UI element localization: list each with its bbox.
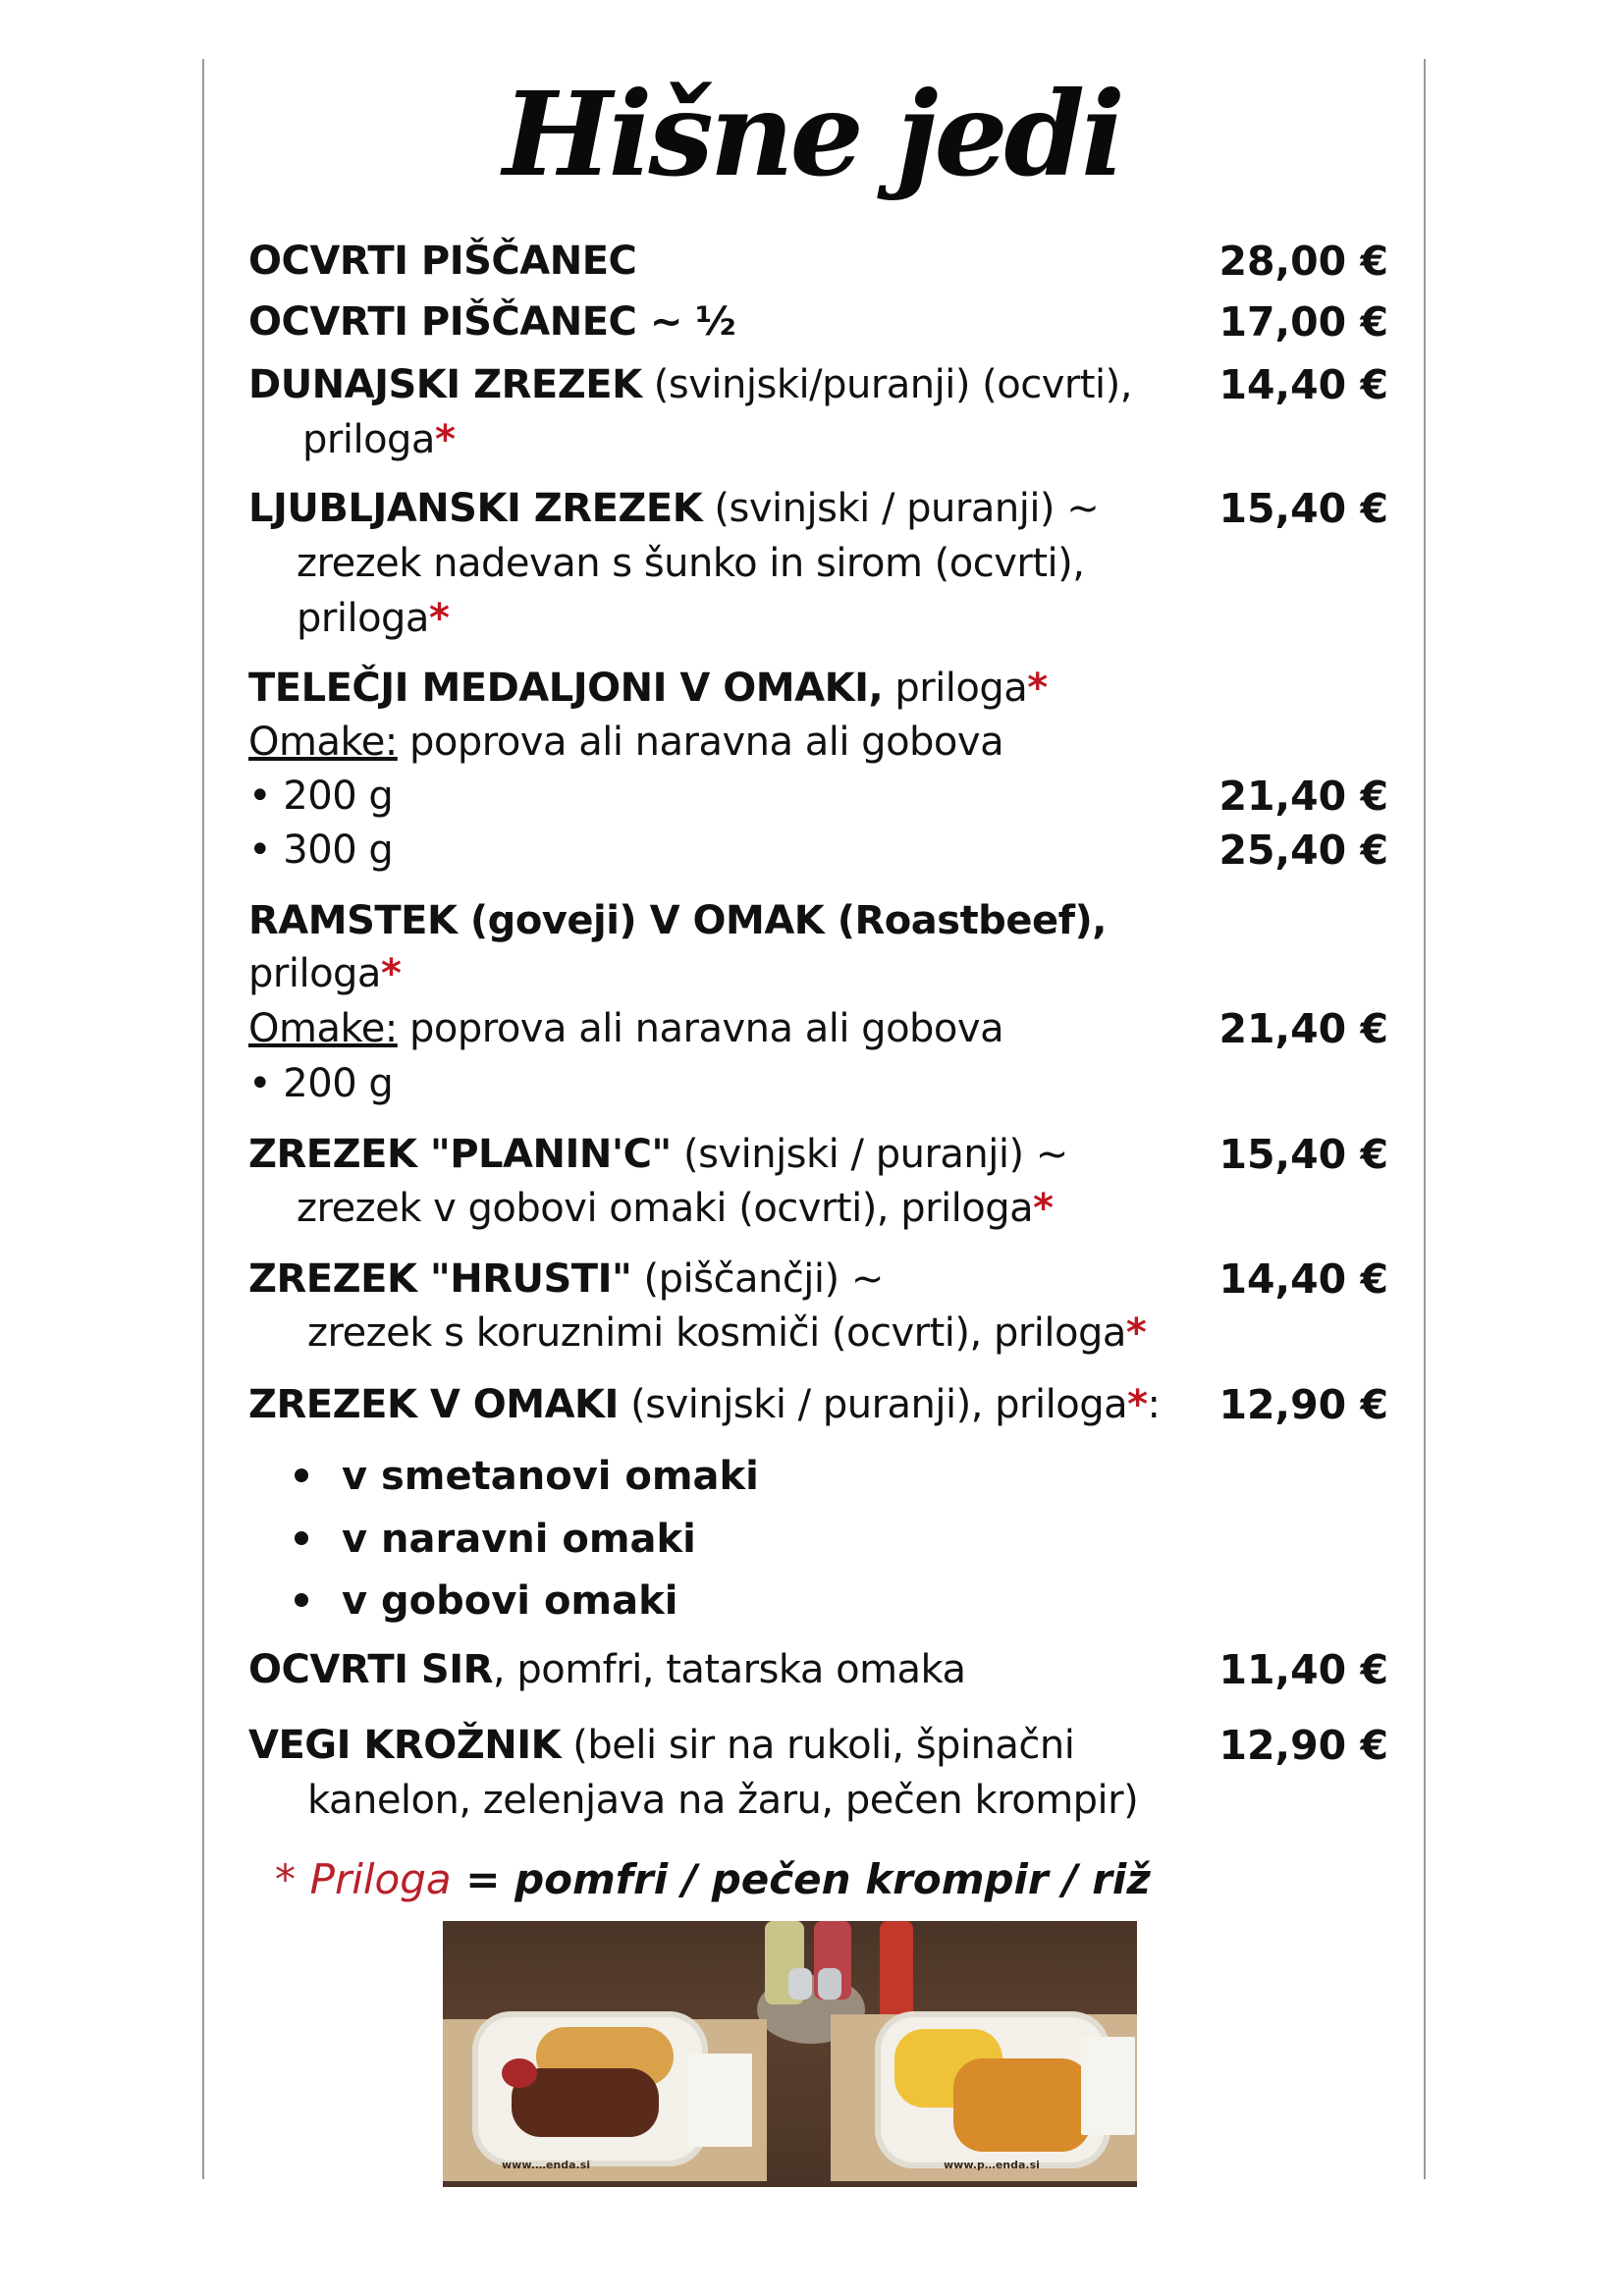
ketchup-dip (502, 2058, 537, 2088)
variant-label: v gobovi omaki (342, 1578, 678, 1624)
item-description-cont: kanelon, zelenjava na žaru, pečen krompir) (307, 1778, 1139, 1823)
page-border-right (1424, 59, 1426, 2179)
bullet-icon (295, 1468, 308, 1482)
side-dish-asterisk: * (1127, 1382, 1148, 1427)
side-dish-asterisk: * (434, 417, 456, 462)
footnote-word: Priloga (309, 1855, 452, 1903)
sauce-options (248, 719, 1003, 766)
menu-item-zrezek-planinc (248, 1131, 1068, 1178)
item-name: OCVRTI PIŠČANEC ~ ½ (248, 299, 736, 345)
item-description: (beli sir na rukoli, špinačni (561, 1723, 1075, 1768)
portion-option: • 200 g (248, 774, 394, 819)
item-description: (svinjski/puranji) (ocvrti), (641, 362, 1132, 407)
napkin-right (1081, 2037, 1135, 2135)
item-description: priloga (883, 666, 1028, 711)
side-dish-footnote (275, 1855, 1151, 1903)
item-name: OCVRTI PIŠČANEC (248, 239, 637, 284)
item-price: 15,40 € (1218, 485, 1388, 532)
menu-item-vegi-kroznik (248, 1722, 1074, 1769)
item-name: TELEČJI MEDALJONI V OMAKI, (248, 666, 884, 711)
item-price: 12,90 € (1218, 1381, 1388, 1428)
sauce-label: Omake: (248, 720, 398, 765)
sauce-text: poprova ali naravna ali gobova (397, 720, 1004, 765)
portion-option: • 200 g (248, 1061, 394, 1106)
footnote-asterisk: * (275, 1855, 296, 1903)
menu-item-zrezek-v-omaki (248, 1381, 1161, 1428)
side-dish-text: priloga (248, 951, 381, 996)
portion-price: 25,40 € (1218, 827, 1388, 874)
item-description: , pomfri, tatarska omaka (492, 1647, 966, 1692)
footnote-text: = pomfri / pečen krompir / riž (451, 1855, 1151, 1903)
menu-item-zrezek-hrusti (248, 1255, 884, 1303)
item-price: 12,90 € (1218, 1722, 1388, 1769)
side-dish-text: zrezek s koruznimi kosmiči (ocvrti), priloga (307, 1310, 1126, 1356)
item-description-cont (297, 595, 449, 642)
bullet-icon (295, 1531, 308, 1545)
item-price: 28,00 € (1218, 238, 1388, 285)
item-description: (svinjski / puranji), priloga (618, 1382, 1128, 1427)
variant-label: v naravni omaki (342, 1517, 696, 1562)
item-description-cont: zrezek nadevan s šunko in sirom (ocvrti), (297, 541, 1085, 586)
pepper-shaker (818, 1968, 841, 2000)
item-name: ZREZEK V OMAKI (248, 1382, 619, 1427)
item-name: OCVRTI SIR (248, 1647, 493, 1692)
menu-item-ocvrti-piscanec-half (248, 298, 735, 346)
menu-title: Hišne jedi (503, 66, 1121, 202)
item-name: RAMSTEK (goveji) V OMAK (Roastbeef), (248, 898, 1107, 943)
food-photo (443, 1921, 1137, 2187)
sauce-options (248, 1005, 1003, 1052)
side-dish-text: zrezek v gobovi omaki (ocvrti), priloga (297, 1186, 1034, 1231)
sauce-text: poprova ali naravna ali gobova (397, 1006, 1004, 1051)
portion-option: • 300 g (248, 828, 394, 873)
side-dish-asterisk: * (1033, 1186, 1054, 1231)
item-description: (svinjski / puranji) ~ (702, 486, 1100, 531)
side-dish-asterisk: * (1125, 1310, 1147, 1356)
sauce-variant (295, 1577, 677, 1625)
item-name: ZREZEK "HRUSTI" (248, 1256, 632, 1302)
sauce-label: Omake: (248, 1006, 398, 1051)
variant-label: v smetanovi omaki (342, 1454, 759, 1499)
item-description-cont (307, 1309, 1146, 1357)
placemat-caption-right: www.p…enda.si (944, 2159, 1040, 2171)
menu-item-ramstek (248, 897, 1107, 944)
colon: : (1147, 1382, 1161, 1427)
item-price: 21,40 € (1218, 1005, 1388, 1052)
napkin-left (688, 2054, 752, 2147)
item-description-cont (302, 416, 455, 463)
bullet-icon (295, 1593, 308, 1607)
item-price: 15,40 € (1218, 1131, 1388, 1178)
menu-item-dunajski-zrezek (248, 361, 1132, 408)
placemat-caption-left: www.…enda.si (502, 2159, 591, 2171)
item-description: (piščančji) ~ (631, 1256, 884, 1302)
item-price: 17,00 € (1218, 298, 1388, 346)
item-name: LJUBLJANSKI ZREZEK (248, 486, 703, 531)
chili-bottle (880, 1921, 913, 2024)
item-name: VEGI KROŽNIK (248, 1723, 562, 1768)
sauce-variant (295, 1516, 696, 1563)
item-description: (svinjski / puranji) ~ (671, 1132, 1068, 1177)
salt-shaker (788, 1968, 812, 2000)
side-dish-asterisk: * (380, 951, 402, 996)
sauce-variant (295, 1453, 759, 1500)
side-dish-asterisk: * (428, 596, 450, 641)
side-dish-text: priloga (297, 596, 429, 641)
item-description-cont (248, 950, 401, 997)
side-dish-text: priloga (302, 417, 435, 462)
item-description-cont (297, 1185, 1054, 1232)
item-price: 11,40 € (1218, 1646, 1388, 1693)
breaded-cutlet (953, 2058, 1091, 2152)
item-price: 14,40 € (1218, 361, 1388, 408)
menu-item-ocvrti-piscanec (248, 238, 636, 285)
portion-price: 21,40 € (1218, 773, 1388, 820)
side-dish-asterisk: * (1027, 666, 1048, 711)
menu-item-ocvrti-sir (248, 1646, 966, 1693)
item-price: 14,40 € (1218, 1255, 1388, 1303)
item-name: ZREZEK "PLANIN'C" (248, 1132, 672, 1177)
item-name: DUNAJSKI ZREZEK (248, 362, 642, 407)
page-border-left (202, 59, 204, 2179)
menu-item-ljubljanski-zrezek (248, 485, 1099, 532)
menu-item-telecji-medaljoni (248, 665, 1048, 712)
